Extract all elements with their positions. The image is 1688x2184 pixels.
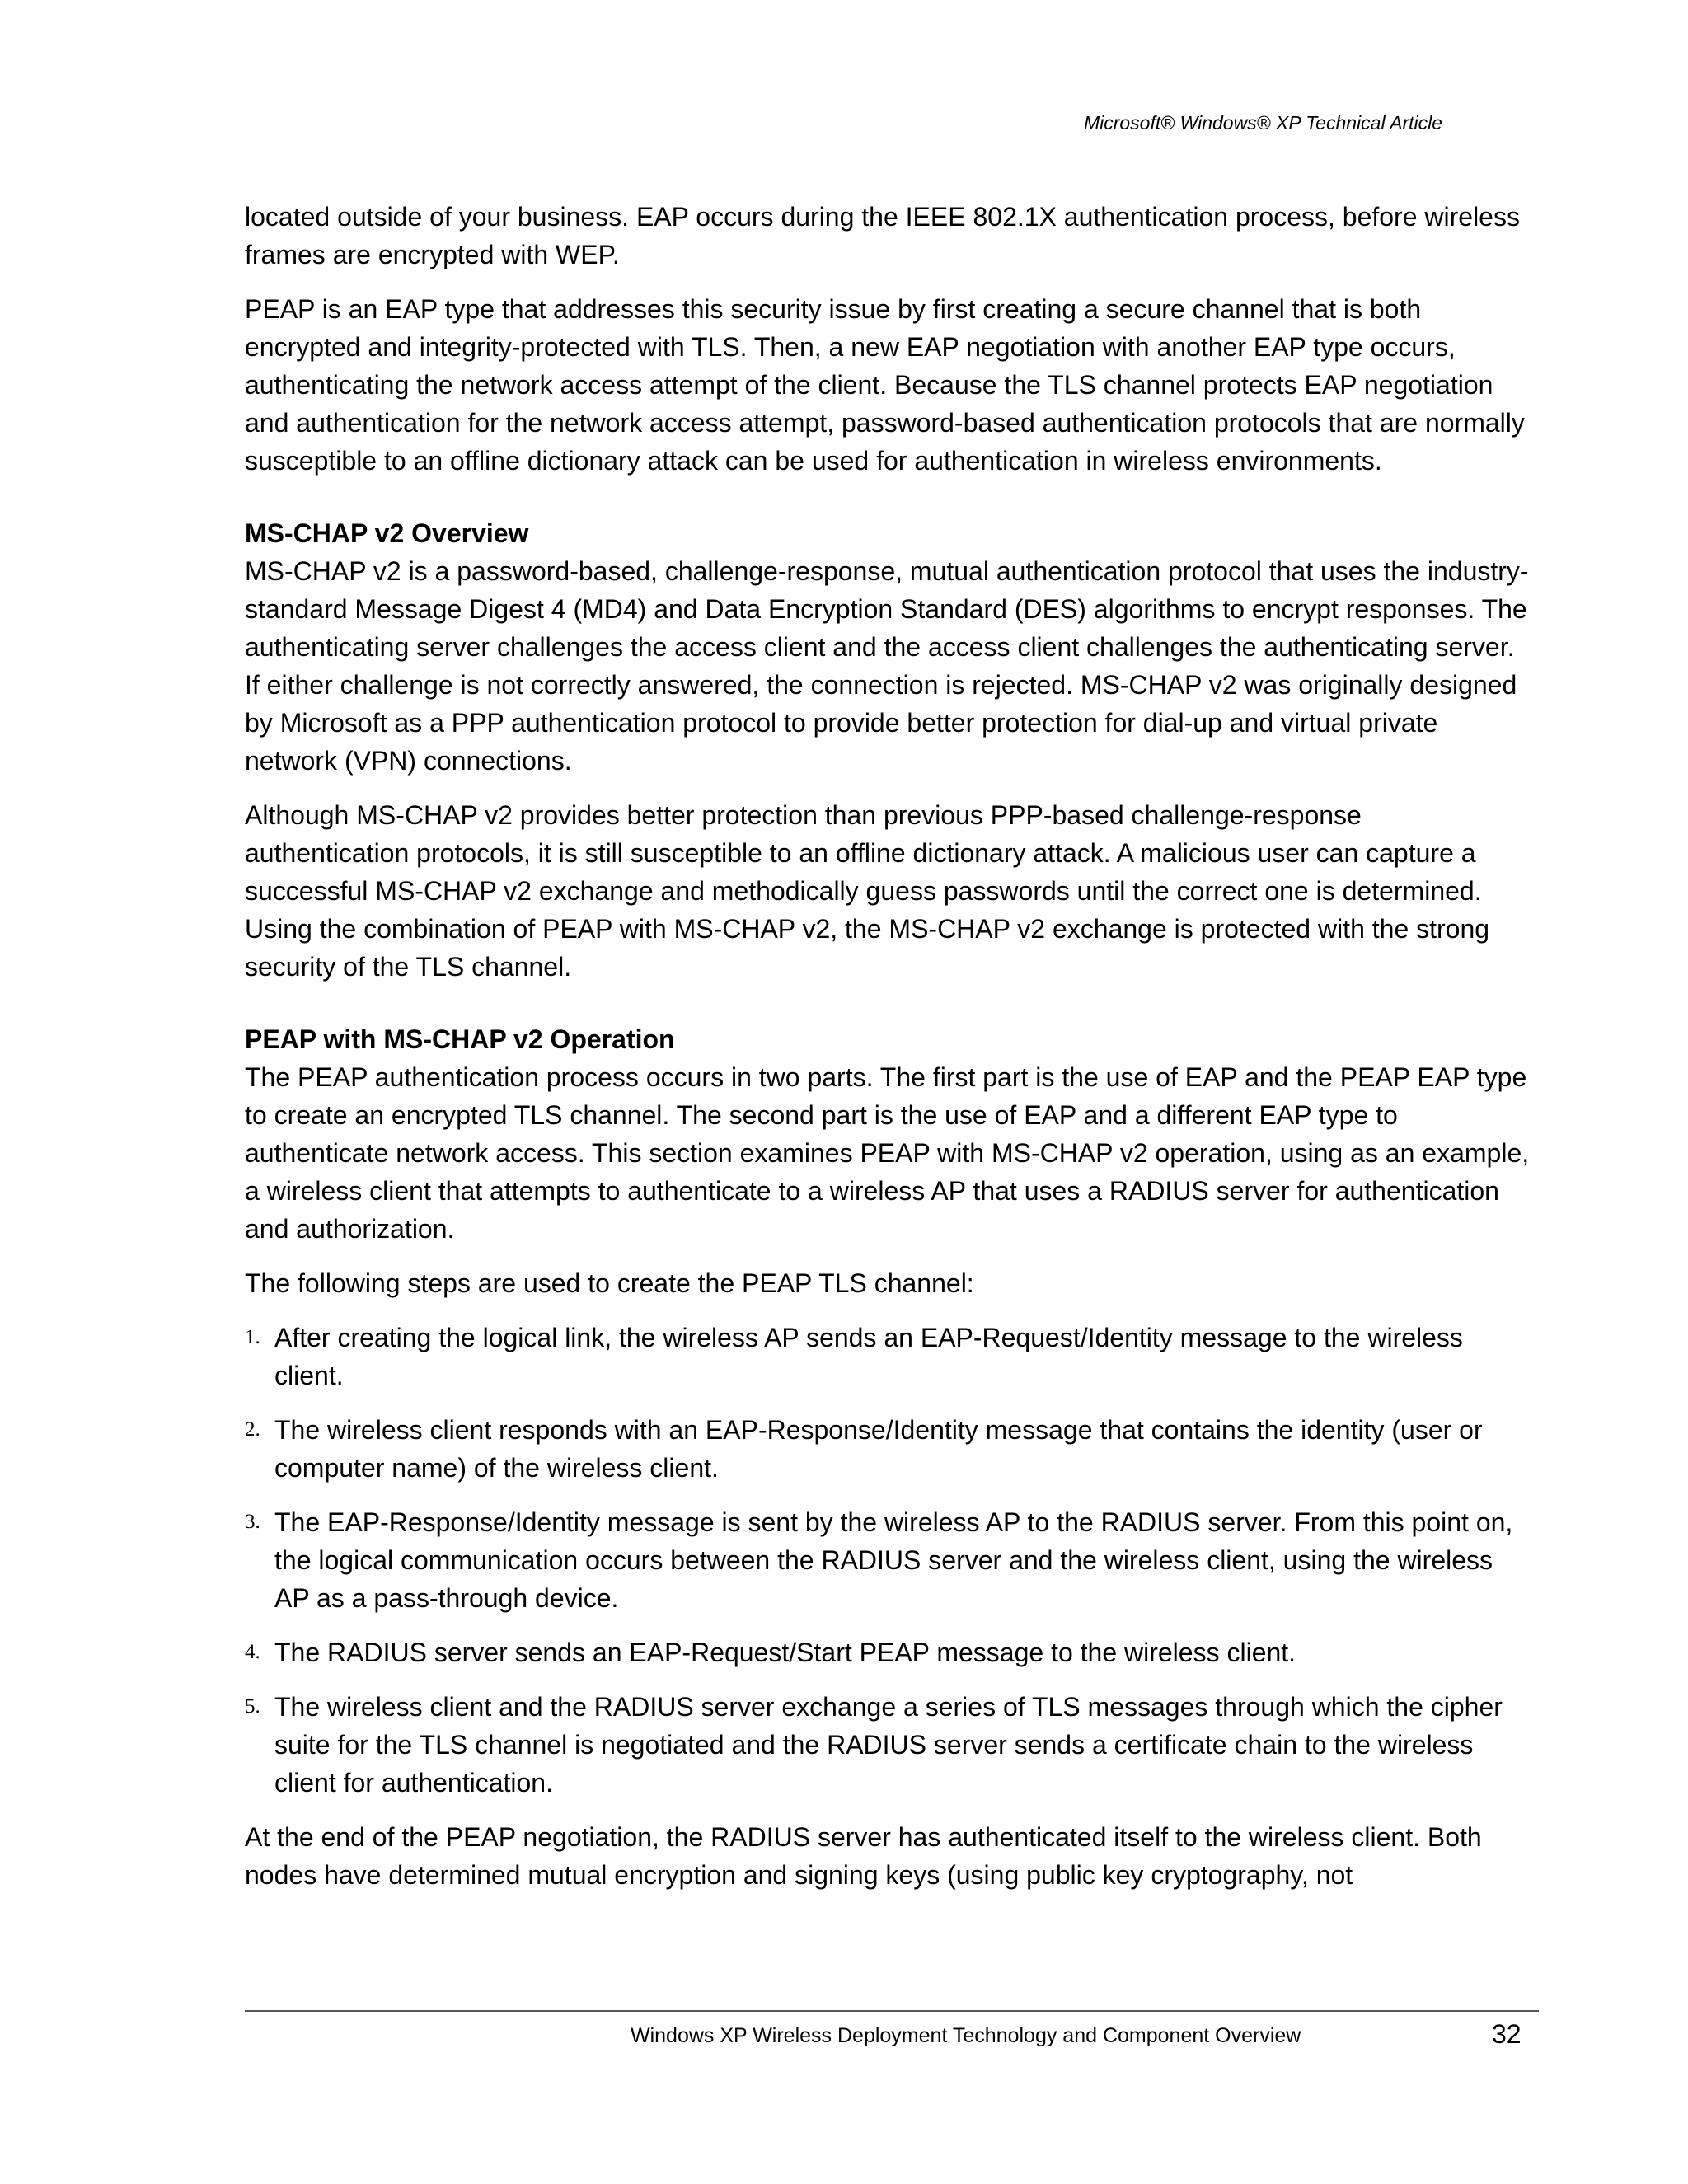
page-number: 32 — [1492, 2019, 1522, 2049]
list-item — [245, 1688, 1531, 1802]
list-item-text: The wireless client responds with an EAP-Response/Identity message that contains the identity (user or computer name) of the wireless client. — [274, 1415, 1483, 1483]
paragraph-operation: The PEAP authentication process occurs in two parts. The first part is the use of EAP and the PEAP EAP type to create an encrypted TLS channel. The second part is the use of EAP and a different EAP type to authenticate network access. This section examines PEAP with MS-CHAP v2 operation, using as an example, a wireless client that attempts to authenticate to a wireless AP that uses a RADIUS server for authentication and authorization. — [245, 1062, 1530, 1244]
paragraph-intro: located outside of your business. EAP occurs during the IEEE 802.1X authentication process, before wireless frames are encrypted with WEP. — [245, 202, 1520, 269]
list-item-text: The EAP-Response/Identity message is sent by the wireless AP to the RADIUS server. From this point on, the logical communication occurs between the RADIUS server and the wireless client, using the wireless AP as a pass-through device. — [274, 1507, 1513, 1613]
paragraph-mschap-1: MS-CHAP v2 is a password-based, challenge-response, mutual authentication protocol that uses the industry-standard Message Digest 4 (MD4) and Data Encryption Standard (DES) algorithms to encrypt responses. The authenticating server challenges the access client and the access client challenges the authenticating server. If either challenge is not correctly answered, the connection is rejected. MS-CHAP v2 was originally designed by Microsoft as a PPP authentication protocol to provide better protection for dial-up and virtual private network (VPN) connections. — [245, 556, 1529, 776]
list-item-text: After creating the logical link, the wireless AP sends an EAP-Request/Identity message to the wireless client. — [274, 1323, 1463, 1390]
paragraph-end: At the end of the PEAP negotiation, the RADIUS server has authenticated itself to the wireless client. Both nodes have determined mutual encryption and signing keys (using public key cryptography, not — [245, 1822, 1482, 1890]
page-body — [245, 198, 1531, 1910]
heading-mschap-overview: MS-CHAP v2 Overview — [245, 518, 529, 548]
list-item-number: 5. — [245, 1695, 260, 1718]
paragraph-steps-intro: The following steps are used to create the PEAP TLS channel: — [245, 1268, 974, 1298]
list-item-number: 3. — [245, 1511, 260, 1533]
list-item — [245, 1319, 1531, 1394]
list-item-text: The RADIUS server sends an EAP-Request/Start PEAP message to the wireless client. — [274, 1638, 1296, 1667]
running-header: Microsoft® Windows® XP Technical Article — [1083, 112, 1442, 134]
list-item — [245, 1503, 1531, 1617]
list-item-number: 1. — [245, 1326, 260, 1348]
paragraph-mschap-2: Although MS-CHAP v2 provides better protection than previous PPP-based challenge-response authentication protocols, it is still susceptible to an offline dictionary attack. A malicious user can capture a successful MS-CHAP v2 exchange and methodically guess passwords until the correct one is determined. Using the combination of PEAP with MS-CHAP v2, the MS-CHAP v2 exchange is protected with the strong security of the TLS channel. — [245, 800, 1490, 982]
list-item-text: The wireless client and the RADIUS server exchange a series of TLS messages through which the cipher suite for the TLS channel is negotiated and the RADIUS server sends a certificate chain to the wireless client for authentication. — [274, 1692, 1503, 1797]
steps-list — [245, 1319, 1531, 1802]
heading-peap-operation: PEAP with MS-CHAP v2 Operation — [245, 1024, 675, 1054]
list-item — [245, 1633, 1531, 1671]
list-item — [245, 1411, 1531, 1487]
footer-divider — [245, 2010, 1539, 2012]
footer-title: Windows XP Wireless Deployment Technology and Component Overview — [631, 2024, 1301, 2047]
list-item-number: 2. — [245, 1418, 260, 1441]
paragraph-peap: PEAP is an EAP type that addresses this security issue by first creating a secure channel that is both encrypted and integrity-protected with TLS. Then, a new EAP negotiation with another EAP type occurs, authenticating the network access attempt of the client. Because the TLS channel protects EAP negotiation and authentication for the network access attempt, password-based authentication protocols that are normally susceptible to an offline dictionary attack can be used for authentication in wireless environments. — [245, 294, 1525, 476]
list-item-number: 4. — [245, 1641, 260, 1663]
